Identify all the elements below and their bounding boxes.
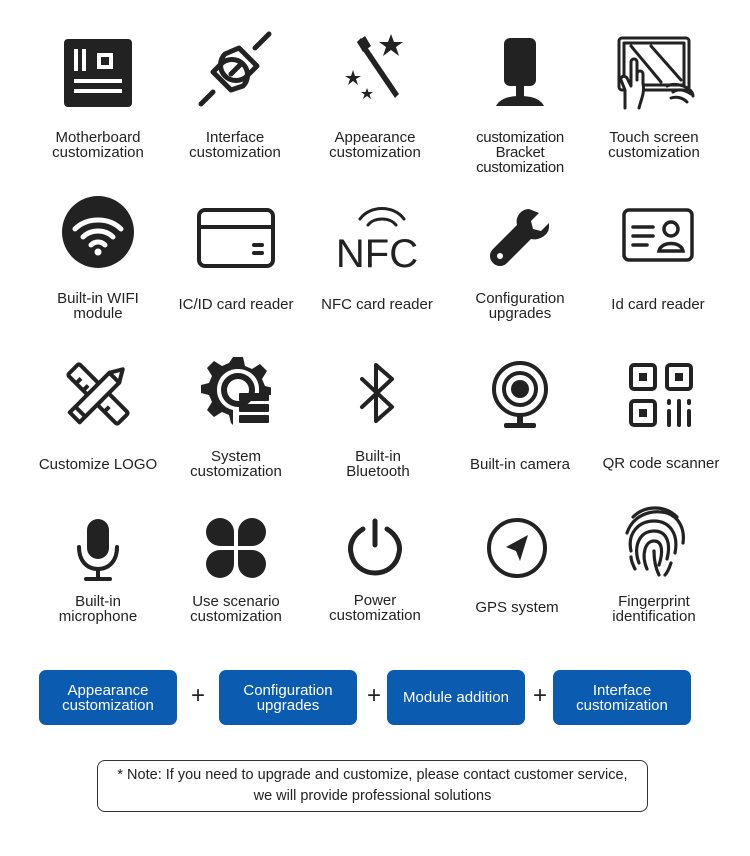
feature-microphone	[28, 515, 168, 645]
feature-wifi	[28, 195, 168, 325]
feature-appearance	[305, 30, 445, 170]
feature-label: GPS system	[475, 599, 559, 616]
feature-power	[305, 515, 445, 645]
feature-label: Fingerprint identification	[612, 593, 696, 625]
feature-label: NFC card reader	[321, 296, 433, 313]
webcam-icon	[490, 361, 550, 431]
feature-bluetooth	[308, 355, 448, 485]
feature-ic-id-card	[166, 195, 306, 325]
feature-touch-screen	[584, 30, 724, 170]
power-icon	[347, 517, 403, 577]
feature-label: Built-in WIFI module	[57, 290, 139, 322]
feature-label: Id card reader	[611, 296, 705, 313]
step-appearance-customization: Appearance customization	[39, 670, 177, 725]
feature-label: Configuration upgrades	[475, 290, 565, 322]
bluetooth-icon	[356, 361, 400, 425]
id-card-icon	[621, 207, 695, 263]
gear-icon	[201, 355, 271, 425]
bracket-stand-icon	[490, 36, 550, 108]
feature-label: Use scenario customization	[190, 593, 282, 625]
plug-icon	[195, 30, 275, 110]
feature-scenario	[166, 515, 306, 645]
microphone-icon	[73, 517, 123, 583]
nfc-icon	[332, 201, 422, 271]
feature-bracket	[450, 30, 590, 176]
feature-label: QR code scanner	[602, 455, 720, 472]
feature-motherboard	[28, 30, 168, 170]
feature-label: Interface customization	[189, 129, 281, 161]
motherboard-icon	[62, 37, 134, 109]
feature-label: Built-in microphone	[58, 593, 138, 625]
feature-system	[166, 355, 306, 485]
feature-gps	[447, 515, 587, 645]
feature-label: System customization	[190, 448, 282, 480]
contact-note	[97, 760, 648, 812]
feature-label: Built-in Bluetooth	[346, 448, 410, 480]
step-configuration-upgrades: Configuration upgrades	[219, 670, 357, 725]
navigation-icon	[486, 517, 548, 579]
feature-label: Motherboard customization	[52, 129, 144, 161]
feature-camera	[450, 355, 590, 485]
feature-id-card	[588, 195, 728, 325]
touch-screen-icon	[611, 34, 697, 110]
wifi-icon	[61, 195, 135, 269]
feature-logo	[28, 355, 168, 485]
step-module-addition: Module addition	[387, 670, 525, 725]
feature-label: Touch screen customization	[608, 129, 700, 161]
card-icon	[196, 207, 276, 269]
magic-wand-icon	[339, 32, 411, 104]
feature-label: Customize LOGO	[38, 456, 158, 473]
plus-sign: +	[191, 682, 206, 709]
step-interface-customization: Interface customization	[553, 670, 691, 725]
feature-fingerprint	[584, 503, 724, 643]
feature-label: Built-in camera	[469, 456, 571, 473]
fingerprint-icon	[621, 503, 687, 577]
feature-nfc	[307, 195, 447, 325]
feature-label: customization Bracket customization	[476, 129, 564, 176]
feature-label: Appearance customization	[329, 129, 421, 161]
nfc-text-glyph: NFC	[335, 232, 419, 271]
feature-interface	[165, 30, 305, 170]
feature-qr	[591, 355, 731, 485]
plus-sign: +	[533, 682, 548, 709]
feature-label: Power customization	[329, 592, 421, 624]
qr-code-icon	[629, 363, 693, 427]
note-text: * Note: If you need to upgrade and customize, please contact customer service, we will provide professional solutions	[117, 767, 628, 804]
pencil-ruler-icon	[61, 357, 135, 431]
four-petal-icon	[205, 517, 267, 579]
feature-label: IC/ID card reader	[178, 296, 294, 313]
plus-sign: +	[367, 682, 382, 709]
wrench-icon	[487, 205, 553, 271]
feature-configuration	[450, 195, 590, 325]
